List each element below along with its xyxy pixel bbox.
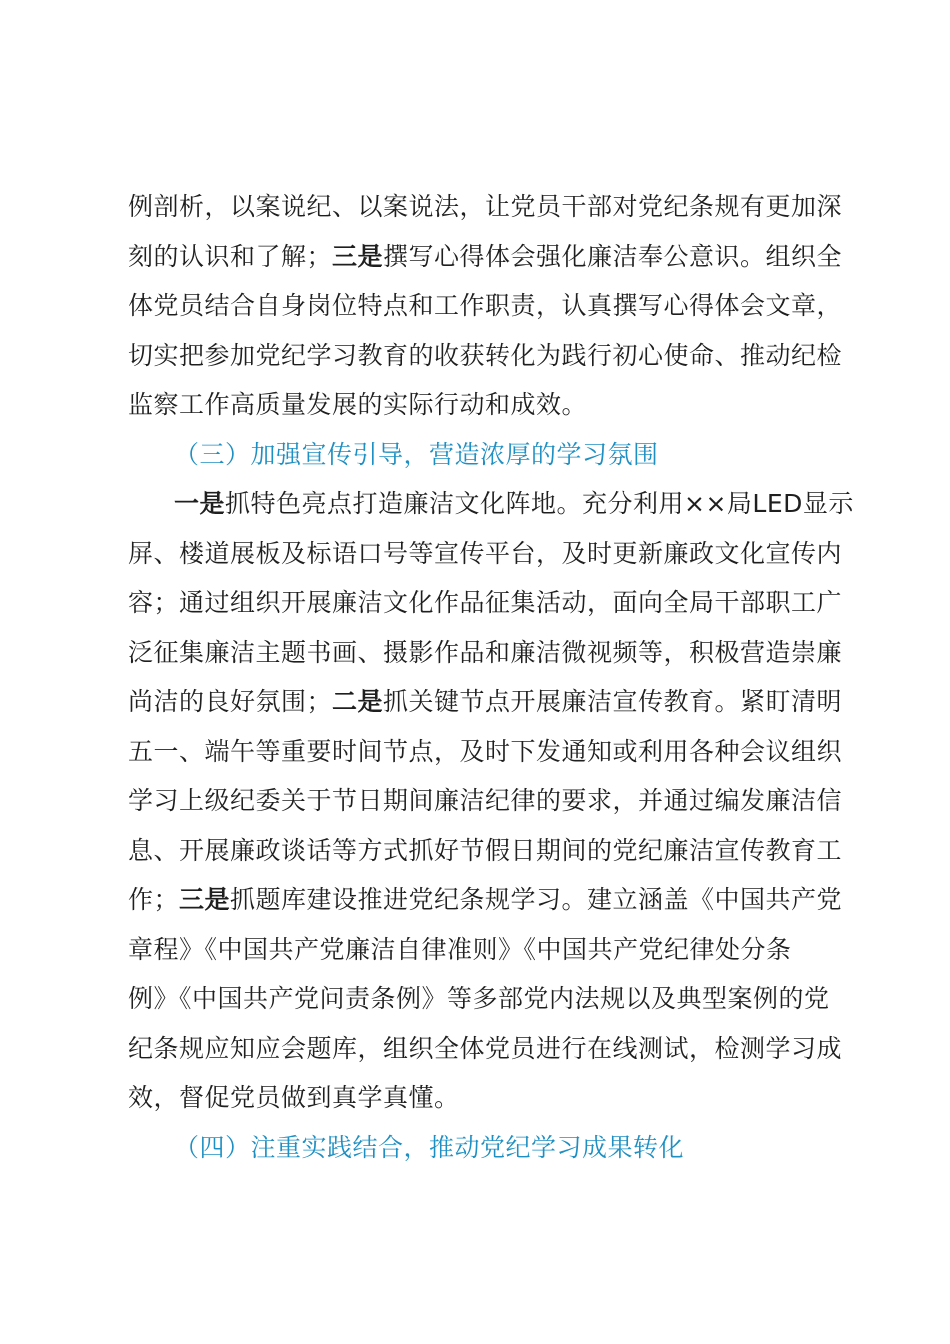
text-line <box>128 776 842 826</box>
text-line <box>128 974 842 1024</box>
document-body <box>128 182 854 1172</box>
text-line <box>128 182 842 232</box>
text-run: 刻的认识和了解； <box>128 241 333 271</box>
text-run: 尚洁的良好氛围； <box>128 687 333 716</box>
text-run: 例剖析，以案说纪、以案说法，让党员干部对党纪条规有更加深 <box>128 192 843 221</box>
text-run: 纪条规应知应会题库，组织全体党员进行在线测试，检测学习成 <box>128 1033 843 1063</box>
text-line <box>128 380 842 430</box>
text-line <box>128 232 842 282</box>
bold-ordinal: 二是 <box>332 687 384 716</box>
bold-ordinal: 一是 <box>174 489 226 518</box>
text-run: 抓题库建设推进党纪条规学习。建立涵盖《中国共产党 <box>230 885 843 914</box>
text-run: 屏、楼道展板及标语口号等宣传平台，及时更新廉政文化宣传内 <box>128 538 843 568</box>
text-line <box>128 479 854 529</box>
text-line <box>128 529 842 579</box>
text-run: 作； <box>128 885 180 914</box>
text-run: 抓关键节点开展廉洁宣传教育。紧盯清明 <box>383 687 843 716</box>
heading-text: （三）加强宣传引导，营造浓厚的学习氛围 <box>174 439 659 469</box>
text-run: 切实把参加党纪学习教育的收获转化为践行初心使命、推动纪检 <box>128 340 843 370</box>
text-line <box>128 875 842 925</box>
text-line <box>128 826 842 876</box>
text-run: 泛征集廉洁主题书画、摄影作品和廉洁微视频等，积极营造崇廉 <box>128 637 843 667</box>
text-run: 抓特色亮点打造廉洁文化阵地。充分利用××局LED显示 <box>225 489 854 518</box>
text-run: 体党员结合自身岗位特点和工作职责，认真撰写心得体会文章， <box>128 291 843 320</box>
text-run: 息、开展廉政谈话等方式抓好节假日期间的党纪廉洁宣传教育工 <box>128 835 843 865</box>
text-line <box>128 281 842 331</box>
text-run: 容；通过组织开展廉洁文化作品征集活动，面向全局干部职工广 <box>128 588 843 617</box>
text-run: 五一、端午等重要时间节点，及时下发通知或利用各种会议组织 <box>128 736 843 766</box>
text-run: 撰写心得体会强化廉洁奉公意识。组织全 <box>383 241 843 271</box>
text-run: 章程》《中国共产党廉洁自律准则》《中国共产党纪律处分条 <box>128 934 792 964</box>
text-line <box>128 1073 842 1123</box>
text-run: 例》《中国共产党问责条例》等多部党内法规以及典型案例的党 <box>128 984 830 1013</box>
text-line <box>128 628 842 678</box>
text-line <box>128 578 842 628</box>
text-run: 监察工作高质量发展的实际行动和成效。 <box>128 390 588 419</box>
section-heading-3 <box>128 430 842 480</box>
text-line <box>128 727 842 777</box>
text-line <box>128 1024 842 1074</box>
heading-text: （四）注重实践结合，推动党纪学习成果转化 <box>174 1132 685 1162</box>
text-run: 学习上级纪委关于节日期间廉洁纪律的要求，并通过编发廉洁信 <box>128 786 843 815</box>
text-line <box>128 331 842 381</box>
bold-ordinal: 三是 <box>179 885 231 914</box>
text-run: 效，督促党员做到真学真懂。 <box>128 1083 460 1112</box>
bold-ordinal: 三是 <box>332 241 384 271</box>
text-line <box>128 925 842 975</box>
text-line <box>128 677 842 727</box>
section-heading-4 <box>128 1123 842 1173</box>
